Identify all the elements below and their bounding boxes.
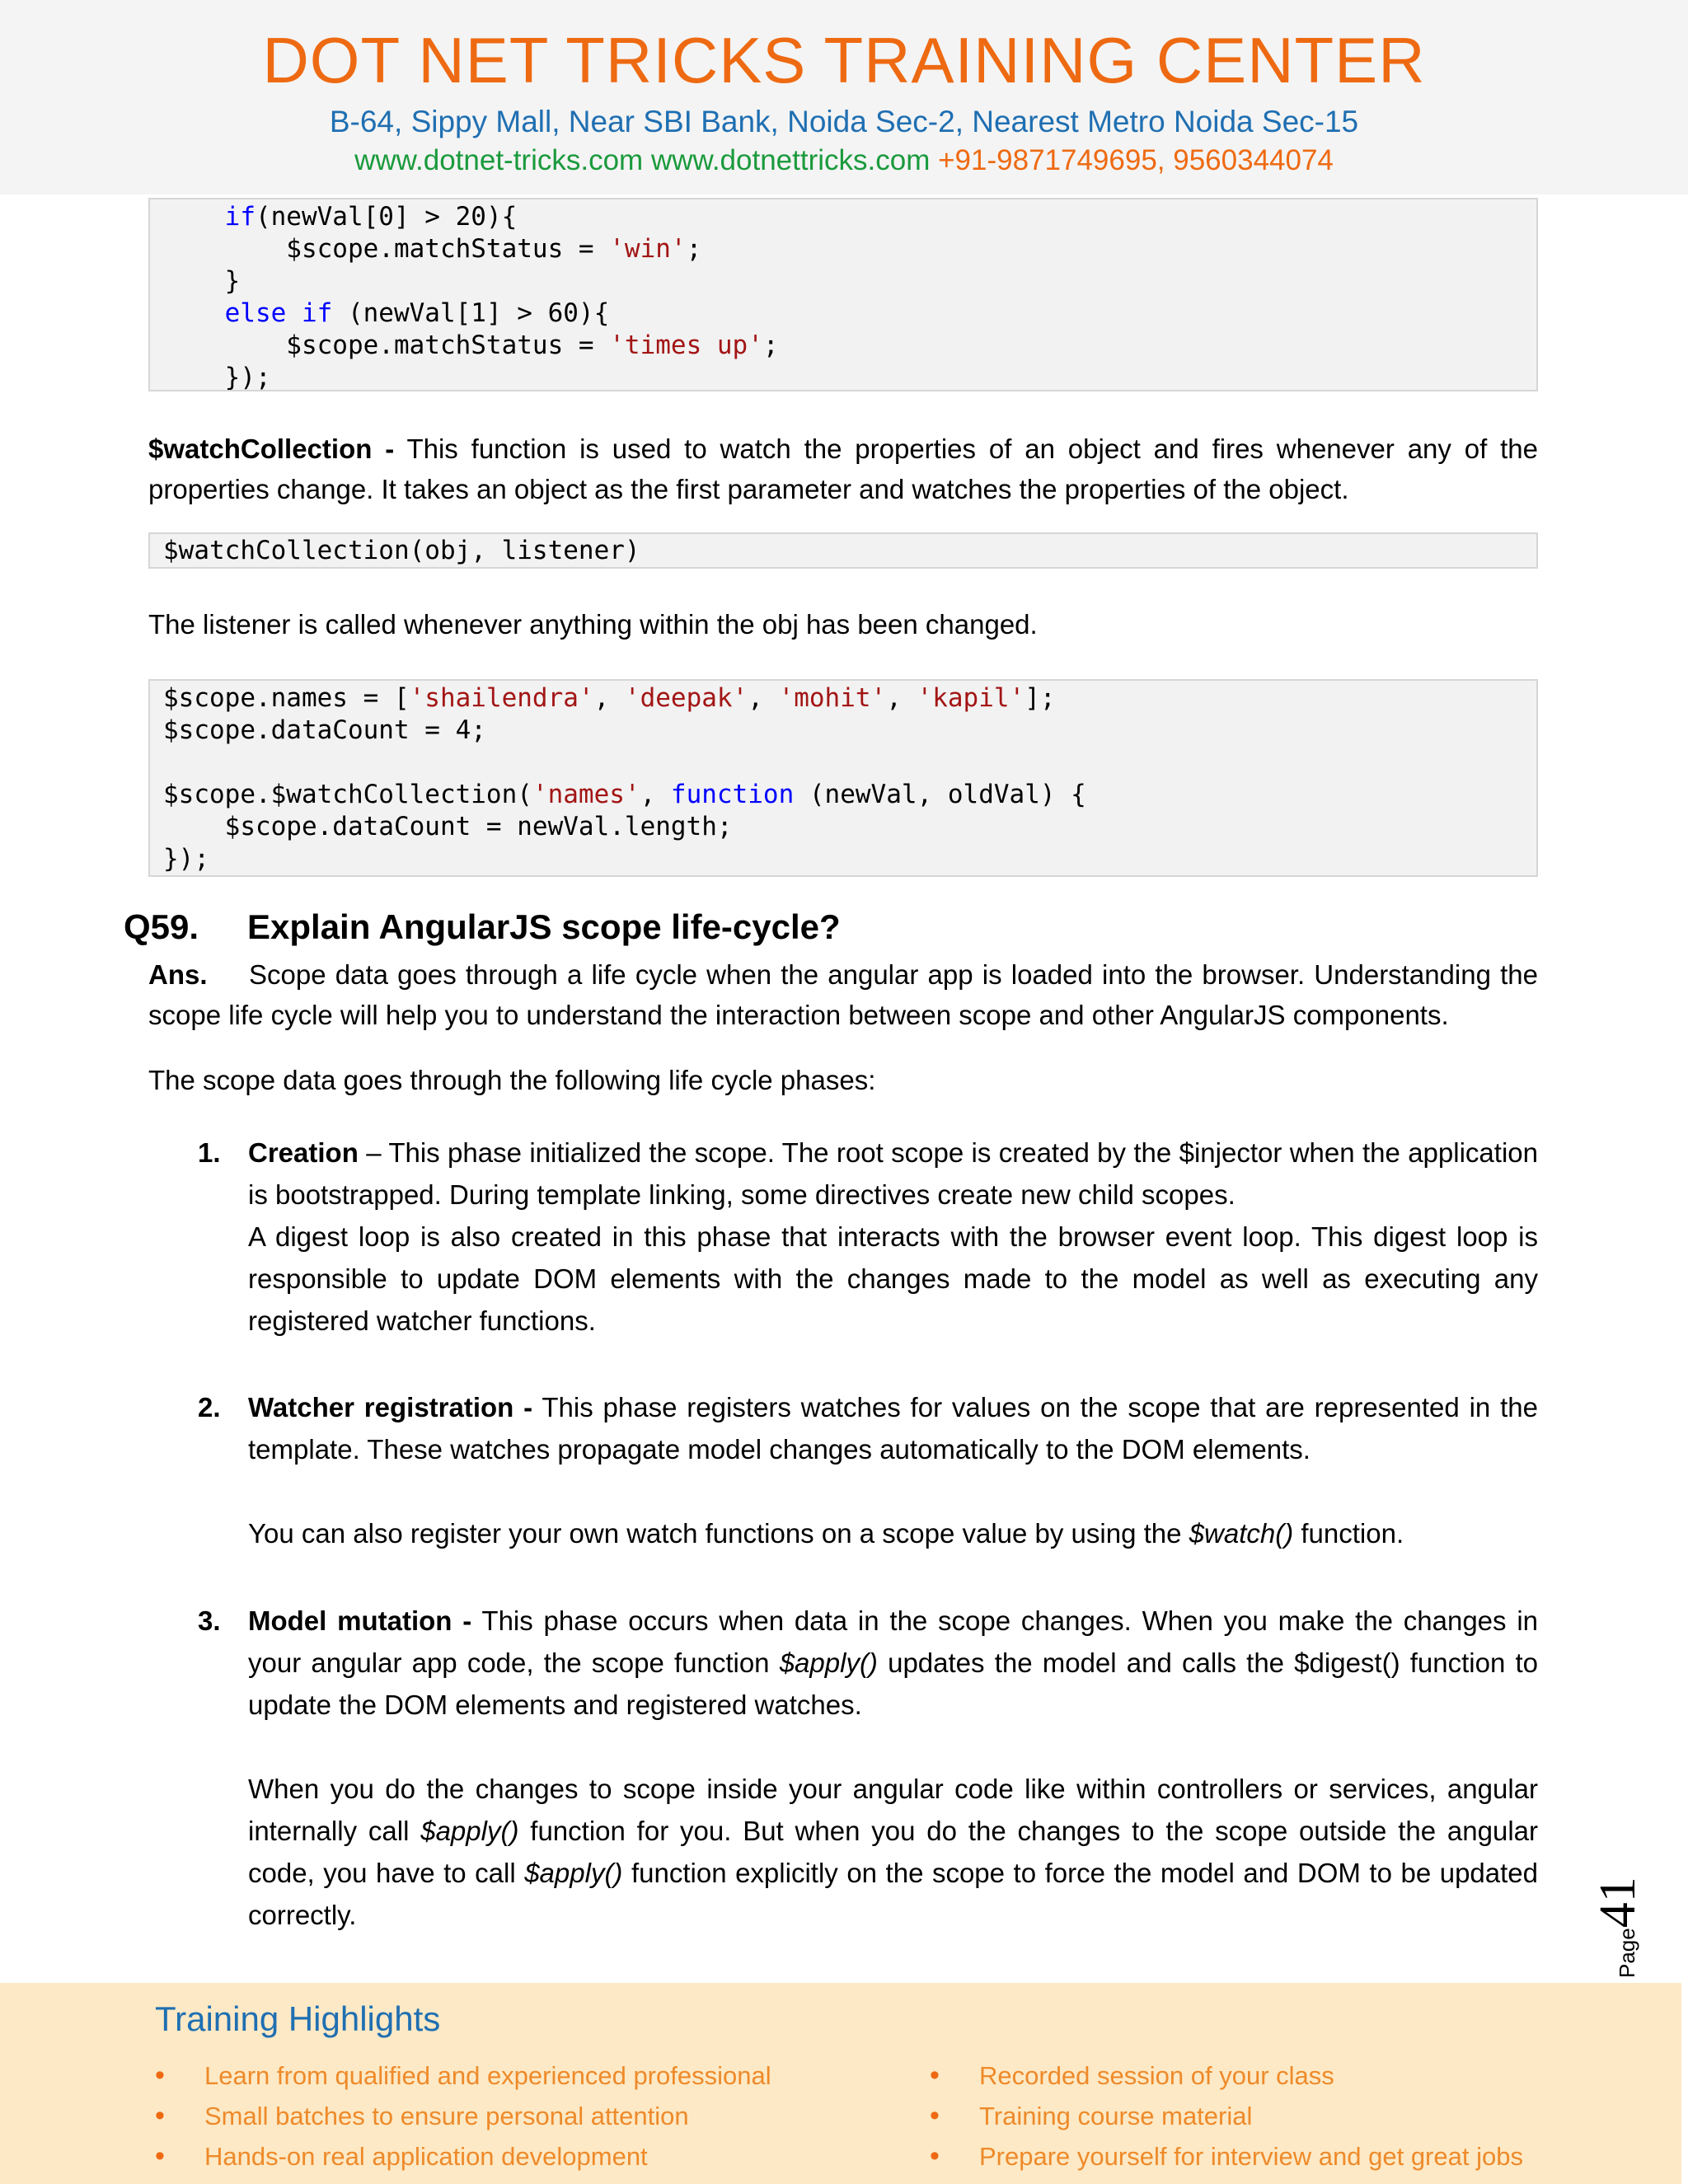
highlights-list-left <box>155 2055 771 2177</box>
code-line: ; <box>762 330 779 360</box>
list-item-text: updates the model and calls the $digest() function to update the DOM elements and registered watches. <box>248 1647 1538 1720</box>
code-keyword: function <box>670 780 795 809</box>
list-item <box>198 1132 1538 1342</box>
code-line: $scope.matchStatus = <box>163 330 610 360</box>
list-item-text: When you do the changes to scope inside your angular code like within controllers or services, angular internally call <box>248 1774 1538 1846</box>
code-line: }); <box>163 844 209 874</box>
header-contacts <box>0 142 1688 180</box>
listener-paragraph: The listener is called whenever anything within the obj has been changed. <box>148 609 1038 640</box>
code-string: 'times up' <box>609 330 763 360</box>
code-string: 'names' <box>532 780 640 809</box>
code-keyword: if <box>301 298 333 328</box>
code-line: $scope.$watchCollection( <box>163 780 532 809</box>
page-header <box>0 0 1688 194</box>
code-reference: $apply() <box>524 1858 623 1888</box>
code-line: $scope.dataCount = 4; <box>163 715 486 745</box>
code-keyword: else <box>224 298 287 328</box>
highlight-item: • Learn from qualified and experienced professional <box>155 2055 771 2096</box>
code-line: }); <box>163 363 271 391</box>
code-string: 'kapil' <box>917 683 1025 713</box>
website-link-2[interactable]: www.dotnettricks.com <box>650 144 931 176</box>
code-line: $watchCollection(obj, listener) <box>163 536 640 565</box>
header-address: B-64, Sippy Mall, Near SBI Bank, Noida Sec-2, Nearest Metro Noida Sec-15 <box>329 105 1359 138</box>
question-text: Explain AngularJS scope life-cycle? <box>247 907 841 946</box>
code-string: 'shailendra' <box>409 683 594 713</box>
code-line: (newVal, oldVal) { <box>794 780 1086 809</box>
code-block-example: $scope.names = ['shailendra', 'deepak', 'mohit', 'kapil']; $scope.dataCount = 4; $scope.$watchCollection('names', function (newVal, oldVal) { $scope.dataCount = newVal.length; }); <box>148 679 1538 877</box>
website-link-1[interactable]: www.dotnet-tricks.com <box>354 144 644 176</box>
code-line: (newVal[0] > 20){ <box>255 202 518 232</box>
code-string: 'deepak' <box>624 683 748 713</box>
list-item-text: You can also register your own watch functions on a scope value by using the <box>248 1518 1189 1549</box>
code-block-signature <box>148 532 1538 569</box>
list-item-text: function explicitly on the scope to force the model and DOM to be updated correctly. <box>248 1858 1539 1930</box>
list-item-number: 3. <box>198 1605 221 1636</box>
watchcollection-text: This function is used to watch the properties of an object and fires whenever any of the properties change. It takes an object as the first parameter and watches the properties of the object. <box>148 434 1538 504</box>
code-keyword: if <box>224 202 256 232</box>
code-reference: $apply() <box>420 1816 519 1846</box>
code-reference: $watch() <box>1189 1518 1294 1549</box>
header-title: DOT NET TRICKS TRAINING CENTER <box>262 24 1426 96</box>
list-item-number: 2. <box>198 1392 221 1422</box>
highlights-list-right <box>930 2055 1523 2177</box>
header-phones: +91-9871749695, 9560344074 <box>938 144 1334 176</box>
answer-text: Scope data goes through a life cycle when the angular app is loaded into the browser. Understanding the scope life cycle will help you to understand the interaction between scope and other AngularJS components. <box>148 959 1538 1030</box>
code-line: $scope.names = [ <box>163 683 410 713</box>
code-string: 'mohit' <box>778 683 887 713</box>
list-item-text: A digest loop is also created in this phase that interacts with the browser event loop. This digest loop is responsible to update DOM elements with the changes made to the model as well as executing any registered watcher functions. <box>248 1221 1538 1336</box>
code-line: $scope.dataCount = newVal.length; <box>163 812 733 841</box>
watchcollection-paragraph <box>148 429 1538 509</box>
page-label: Page <box>1615 1928 1639 1978</box>
code-string: 'win' <box>609 234 687 264</box>
code-line: ]; <box>1025 683 1056 713</box>
highlight-item: • Prepare yourself for interview and get great jobs <box>930 2136 1523 2177</box>
watchcollection-term: $watchCollection - <box>148 434 395 464</box>
list-item-term: Model mutation - <box>248 1605 472 1636</box>
list-item-text: function. <box>1293 1518 1404 1549</box>
phases-intro: The scope data goes through the following life cycle phases: <box>148 1065 876 1095</box>
code-line: ; <box>686 234 702 264</box>
highlight-item: • Small batches to ensure personal attention <box>155 2096 771 2136</box>
code-line: (newVal[1] > 60){ <box>332 298 610 328</box>
highlight-item: • Hands-on real application development <box>155 2136 771 2177</box>
footer-heading: Training Highlights <box>155 1999 441 2038</box>
list-item-number: 1. <box>198 1137 221 1168</box>
list-item-term: Watcher registration - <box>248 1392 533 1422</box>
list-item-text: This phase occurs when data in the scope changes. When you make the changes in your angular app code, the scope function <box>248 1605 1539 1678</box>
answer-paragraph <box>148 954 1538 1035</box>
code-line: $scope.matchStatus = <box>163 234 610 264</box>
page-number <box>1589 1846 1646 1978</box>
question-heading <box>124 902 841 952</box>
training-highlights-footer <box>0 1983 1681 2184</box>
list-item <box>198 1386 1538 1554</box>
code-line: } <box>163 266 241 296</box>
list-item-text: function for you. But when you do the changes to the scope outside the angular code, you have to call <box>248 1816 1538 1888</box>
list-item <box>198 1600 1538 1936</box>
code-block-watch <box>148 198 1538 391</box>
highlight-item: • Recorded session of your class <box>930 2055 1523 2096</box>
code-reference: $apply() <box>779 1647 878 1678</box>
list-item-text: – This phase initialized the scope. The root scope is created by the $injector when the application is bootstrapped. During template linking, some directives create new child scopes. <box>248 1137 1538 1210</box>
answer-label: Ans. <box>148 959 208 990</box>
list-item-text: This phase registers watches for values on the scope that are represented in the template. These watches propagate model changes automatically to the DOM elements. <box>248 1392 1538 1465</box>
highlight-item: • Training course material <box>930 2096 1523 2136</box>
list-item-term: Creation <box>248 1137 359 1168</box>
page-number-value: 41 <box>1590 1877 1646 1929</box>
question-number: Q59. <box>124 907 199 946</box>
